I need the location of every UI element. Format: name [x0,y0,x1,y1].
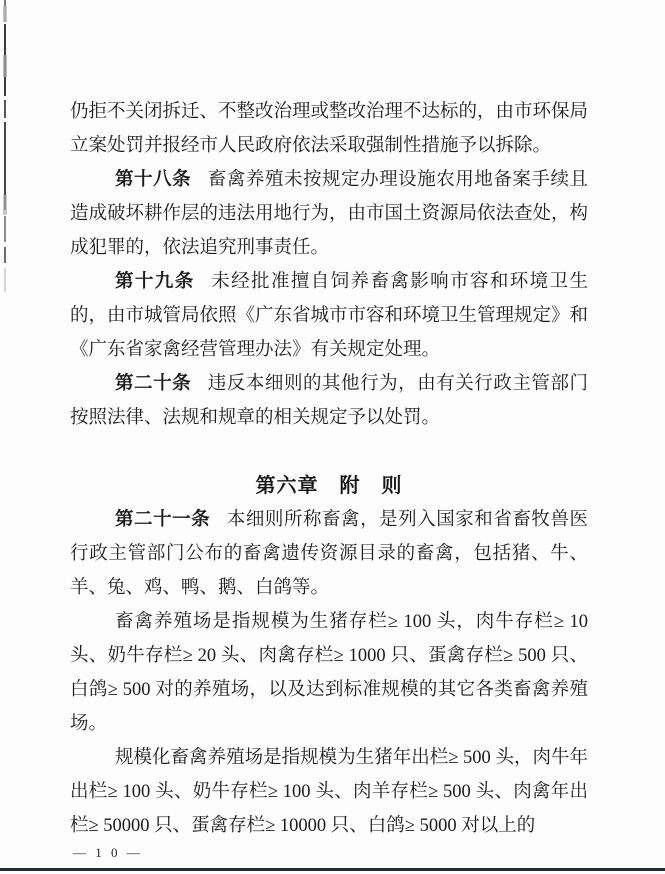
scan-artifact-left-edge [4,216,6,242]
scan-bottom-edge-line [0,868,665,871]
paragraph-text: 未经批准擅自饲养畜禽影响市容和环境卫生的，由市城管局依照《广东省城市市容和环境卫生管理规定》和《广东省家禽经营管理办法》有关规定处理。 [70,272,589,360]
scan-artifact-left-edge [4,268,6,292]
paragraph-text: 畜禽养殖未按规定办理设施农用地备案手续且造成破坏耕作层的违法用地行为，由市国土资源局依法查处，构成犯罪的，依法追究刑事责任。 [70,170,589,258]
page-number: — 1 0 — [73,845,143,860]
scan-artifact-left-edge [4,247,6,263]
para-definition-scaled-farm [70,741,588,843]
paragraph-text: 畜禽养殖场是指规模为生猪存栏≥ 100 头，肉牛存栏≥ 10 头、奶牛存栏≥ 20 头、肉禽存栏≥ 1000 只、蛋禽存栏≥ 500 只、白鸽≥ 500 对的养殖场，以及达到标准规模的其它各类畜禽养殖场。 [70,612,588,734]
paragraph-text: 规模化畜禽养殖场是指规模为生猪年出栏≥ 500 头，肉牛年出栏≥ 100 头、奶牛存栏≥ 100 头、肉羊存栏≥ 500 头、肉禽年出栏≥ 50000 只、蛋禽存栏≥ 10000 只、白鸽≥ 5000 对以上的 [70,748,588,836]
chapter-heading: 第六章 附 则 [255,475,403,497]
article-number: 第二十一条 [115,510,211,530]
scan-artifact-left-edge [3,6,7,22]
paragraph-text: 本细则所称畜禽，是列入国家和省畜牧兽医行政主管部门公布的畜禽遗传资源目录的畜禽，包括猪、牛、羊、兔、鸡、鸭、鹅、白鸽等。 [70,510,588,598]
paragraph-text: 仍拒不关闭拆迁、不整改治理或整改治理不达标的，由市环保局立案处罚并报经市人民政府依法采取强制性措施予以拆除。 [70,102,589,156]
article-number: 第十九条 [115,272,195,292]
article-number: 第十八条 [115,170,192,190]
scan-artifact-left-edge [4,100,6,118]
paragraph-text: 违反本细则的其他行为，由有关行政主管部门按照法律、法规和规章的相关规定予以处罚。 [70,374,588,428]
para-definition-livestock-farm [70,605,588,741]
para-article-20 [70,367,588,435]
page-content [70,95,588,843]
para-continuation [70,95,588,163]
article-number: 第二十条 [115,374,192,394]
scan-artifact-left-edge [3,195,7,215]
para-article-21 [70,503,588,605]
para-article-18 [70,163,588,265]
para-article-19 [70,265,588,367]
scan-artifact-left-edge [3,55,7,77]
